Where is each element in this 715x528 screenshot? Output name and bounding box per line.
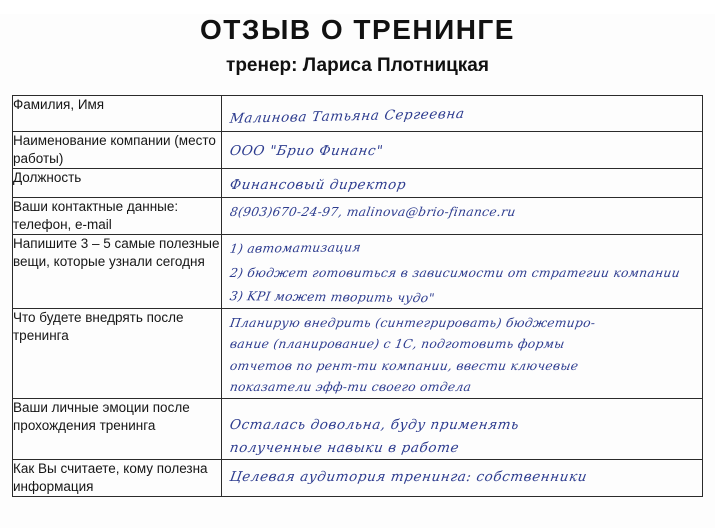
handwritten-answer-useful-1: 1) автоматизация (228, 240, 362, 257)
row-answer-name[interactable] (222, 96, 703, 132)
handwritten-answer-implement-3: отчетов по рент-ти компании, ввести ключевые (228, 358, 580, 373)
handwritten-answer-implement-1: Планирую внедрить (синтегрировать) бюджетиро- (228, 315, 597, 330)
table-row (13, 96, 703, 132)
row-answer-useful[interactable] (222, 235, 703, 308)
page-subtitle: тренер: Лариса Плотницкая (226, 55, 489, 76)
handwritten-answer-name: Малинова Татьяна Сергеевна (228, 105, 466, 127)
handwritten-answer-useful-3: 3) KPI может творить чудо" (228, 289, 436, 306)
handwritten-answer-implement-4: показатели эфф-ти своего отдела (228, 380, 473, 395)
handwritten-answer-emotions-2: полученные навыки в работе (228, 440, 461, 457)
table-row (13, 399, 703, 460)
row-label-company: Наименование компании (место работы) (13, 132, 222, 169)
row-answer-implement[interactable] (222, 308, 703, 398)
row-label-position: Должность (13, 169, 222, 198)
table-row (13, 198, 703, 235)
handwritten-answer-emotions-1: Осталась довольна, буду применять (228, 417, 521, 433)
handwritten-answer-useful-2: 2) бюджет готовиться в зависимости от стратегии компании (228, 265, 682, 280)
document-page (0, 14, 715, 528)
row-answer-contacts[interactable] (222, 198, 703, 235)
row-answer-company[interactable] (222, 132, 703, 169)
row-answer-audience[interactable] (222, 460, 703, 497)
handwritten-answer-implement-2: вание (планирование) с 1С, подготовить формы (228, 337, 566, 352)
row-label-useful: Напишите 3 – 5 самые полезные вещи, которые узнали сегодня (13, 235, 222, 308)
table-row (13, 308, 703, 398)
handwritten-answer-company: ООО "Брио Финанс" (228, 143, 385, 160)
table-row (13, 132, 703, 169)
handwritten-answer-contacts: 8(903)670-24-97, malinova@brio-finance.ru (228, 205, 517, 220)
row-label-implement: Что будете внедрять после тренинга (13, 308, 222, 398)
row-label-audience: Как Вы считаете, кому полезна информация (13, 460, 222, 497)
row-label-contacts: Ваши контактные данные: телефон, e-mail (13, 198, 222, 235)
row-answer-emotions[interactable] (222, 399, 703, 460)
handwritten-answer-audience-1: Целевая аудитория тренинга: собственники (228, 469, 589, 486)
page-title: ОТЗЫВ О ТРЕНИНГЕ (200, 14, 515, 45)
table-row (13, 460, 703, 497)
table-row (13, 235, 703, 308)
row-label-name: Фамилия, Имя (13, 96, 222, 132)
row-label-emotions: Ваши личные эмоции после прохождения тренинга (13, 399, 222, 460)
row-answer-position[interactable] (222, 169, 703, 198)
handwritten-answer-position: Финансовый директор (228, 177, 408, 194)
feedback-form-table (12, 95, 703, 497)
table-row (13, 169, 703, 198)
